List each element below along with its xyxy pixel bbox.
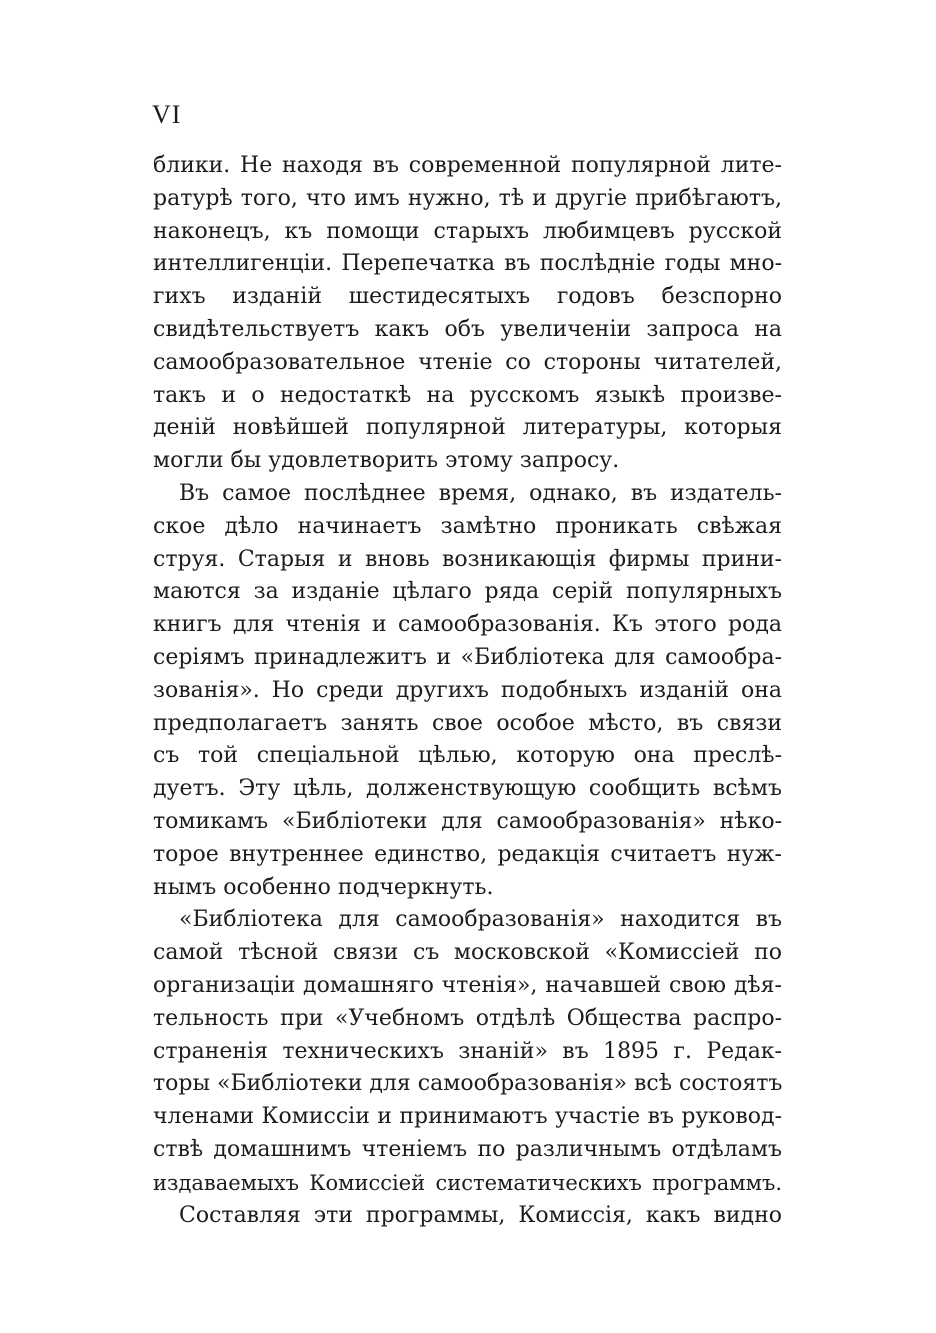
body-text bbox=[153, 150, 782, 1232]
text-line: «Библіотека для самообразованія» находится въ bbox=[179, 907, 782, 933]
text-line: организаціи домашняго чтенія», начавшей свою дѣя- bbox=[153, 972, 782, 998]
text-line: интеллигенціи. Перепечатка въ послѣдніе годы мно- bbox=[153, 251, 782, 277]
text-line: съ той спеціальной цѣлью, которую она преслѣ- bbox=[153, 743, 782, 769]
text-line: серіямъ принадлежитъ и «Библіотека для самообра- bbox=[153, 644, 782, 670]
text-line: торы «Библіотеки для самообразованія» всѣ состоятъ bbox=[153, 1071, 783, 1097]
text-line: маются за изданіе цѣлаго ряда серій популярныхъ bbox=[153, 579, 782, 605]
text-line: зованія». Но среди другихъ подобныхъ изданій она bbox=[153, 677, 782, 703]
text-line: самообразовательное чтеніе со стороны читателей, bbox=[153, 349, 782, 375]
text-line: нымъ особенно подчеркнуть. bbox=[153, 874, 494, 900]
text-line: книгъ для чтенія и самообразованія. Къ этого рода bbox=[153, 612, 782, 638]
text-line: такъ и о недостаткѣ на русскомъ языкѣ произве- bbox=[153, 382, 782, 408]
text-line: самой тѣсной связи съ московской «Комиссіей по bbox=[153, 940, 782, 966]
text-line: Составляя эти программы, Комиссія, какъ видно bbox=[179, 1202, 782, 1228]
text-line: издаваемыхъ Комиссіей систематическихъ программъ. bbox=[153, 1170, 782, 1195]
text-line: блики. Не находя въ современной популярной лите- bbox=[153, 153, 782, 178]
text-line: наконецъ, къ помощи старыхъ любимцевъ русской bbox=[153, 218, 782, 244]
text-line: тельность при «Учебномъ отдѣлѣ Общества распро- bbox=[153, 1005, 782, 1031]
page-number: VI bbox=[152, 100, 182, 129]
text-line: могли бы удовлетворить этому запросу. bbox=[153, 448, 620, 474]
text-line: ратурѣ того, что имъ нужно, тѣ и другіе прибѣгаютъ, bbox=[153, 185, 782, 211]
text-line: торое внутреннее единство, редакція считаетъ нуж- bbox=[153, 841, 782, 867]
text-line: страненія техническихъ знаній» въ 1895 г. Редак- bbox=[153, 1038, 782, 1064]
text-line: струя. Старыя и вновь возникающія фирмы прини- bbox=[153, 546, 782, 572]
text-line: предполагаетъ занять свое особое мѣсто, въ связи bbox=[153, 710, 782, 736]
text-line: членами Комиссіи и принимаютъ участіе въ руковод- bbox=[153, 1104, 782, 1130]
text-line: дуетъ. Эту цѣль, долженствующую сообщить всѣмъ bbox=[153, 776, 782, 802]
text-line: ствѣ домашнимъ чтеніемъ по различнымъ отдѣламъ bbox=[153, 1136, 782, 1162]
text-line: ское дѣло начинаетъ замѣтно проникать свѣжая bbox=[153, 513, 782, 539]
text-line: Въ самое послѣднее время, однако, въ издатель- bbox=[179, 480, 782, 506]
text-line: гихъ изданій шестидесятыхъ годовъ безспорно bbox=[153, 284, 782, 310]
text-line: томикамъ «Библіотеки для самообразованія» нѣко- bbox=[153, 808, 782, 834]
text-line: свидѣтельствуетъ какъ объ увеличеніи запроса на bbox=[153, 316, 782, 342]
text-line: деній новѣйшей популярной литературы, которыя bbox=[153, 415, 782, 441]
